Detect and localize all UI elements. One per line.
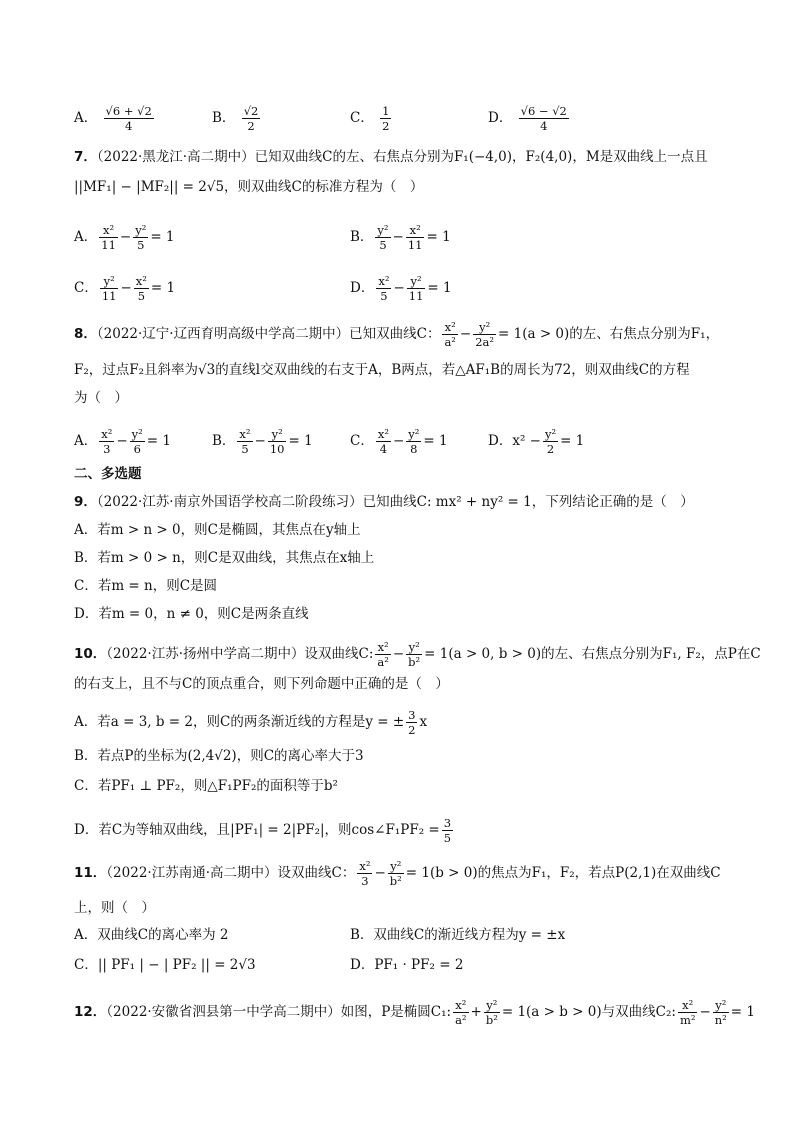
fraction-part: x² (442, 320, 457, 335)
fraction-part: √6 − √2 (520, 104, 567, 118)
q11-option-d[interactable]: D．PF₁ · PF₂ = 2 (350, 957, 464, 973)
q8-option-c[interactable] (350, 427, 448, 456)
text-segment: 10． (74, 646, 107, 662)
q7-option-d[interactable] (350, 274, 452, 303)
q11-option-b[interactable]: B．双曲线C的渐近线方程为y = ±x (350, 927, 566, 943)
text-segment: = 1(b > 0) (405, 865, 478, 881)
fraction-part: 5 (380, 289, 388, 303)
text-segment: − (116, 433, 128, 449)
question-stem (74, 320, 719, 349)
fraction-part: 4 (540, 119, 548, 133)
text-segment: 设双曲线C： (277, 865, 356, 881)
q6-option-d[interactable] (488, 104, 571, 133)
question-stem (74, 998, 755, 1027)
text-segment: − (699, 1004, 711, 1020)
text-segment: = 1 (560, 433, 585, 449)
text-segment: 9． (74, 494, 97, 510)
text-segment: C． (350, 433, 374, 449)
q10-option-b[interactable]: B．若点P的坐标为(2,4√2)，则C的离心率大于3 (74, 748, 364, 764)
text-segment: − (392, 229, 404, 245)
text-segment: （2022·江苏·南京外国语学校高二阶段练习） (96, 494, 363, 510)
text-segment: （2022·江苏·扬州中学高二期中） (106, 646, 305, 662)
fraction (406, 640, 422, 669)
fraction-part: y² (388, 859, 404, 874)
text-segment: x (419, 714, 428, 730)
fraction-part: b² (408, 655, 421, 669)
fraction (519, 104, 569, 133)
text-segment: 如图，P是椭圆C₁: (340, 1004, 452, 1020)
text-segment: = 1 (146, 433, 171, 449)
question-stem-cont (74, 177, 423, 197)
text-segment: = 1 (427, 280, 452, 296)
q7-option-c[interactable] (74, 274, 175, 303)
fraction-part: 5 (137, 238, 145, 252)
text-segment: = 1 (150, 229, 175, 245)
fraction-part: 3 (443, 816, 452, 830)
text-segment: = 1(a > 0, b > 0) (424, 646, 542, 662)
fraction-part: y² (408, 427, 420, 441)
text-segment: − (393, 280, 405, 296)
text-segment: （2022·江苏南通·高二期中） (106, 865, 278, 881)
fraction-part: y² (484, 998, 500, 1013)
fraction (407, 274, 426, 303)
text-segment: （2022·安徽省泗县第一中学高二期中） (106, 1004, 341, 1020)
fraction (376, 274, 391, 303)
fraction-part: y² (473, 320, 496, 335)
fraction (406, 223, 425, 252)
fraction-part: 2 (546, 442, 555, 456)
fraction (237, 427, 252, 456)
text-segment: D．若C为等轴双曲线，且|PF₁| = 2|PF₂|，则cos∠F₁PF₂ = (74, 822, 440, 838)
fraction-part: y² (100, 274, 119, 289)
text-segment: 12． (74, 1004, 107, 1020)
fraction-part: y² (377, 223, 389, 237)
text-segment: D． (488, 110, 513, 126)
fraction-part: x² (99, 223, 118, 238)
q10-option-a[interactable] (74, 708, 427, 737)
fraction-part: 5 (379, 238, 387, 252)
fraction-part: y² (131, 427, 143, 441)
fraction (130, 427, 145, 456)
fraction (99, 427, 114, 456)
fraction-part: x² (378, 274, 390, 288)
text-segment: 已知曲线C: mx² + ny² = 1，下列结论正确的是（ ） (362, 494, 694, 510)
question-stem (74, 859, 721, 888)
text-segment: ||MF₁| − |MF₂|| = 2√5，则双曲线C的标准方程为（ ） (74, 179, 424, 195)
fraction (242, 104, 261, 133)
fraction-part: √2 (243, 104, 259, 118)
question-stem-cont (74, 674, 449, 694)
text-segment: A． (74, 229, 98, 245)
text-segment: 为（ ） (74, 390, 128, 406)
fraction-part: y² (406, 640, 422, 655)
text-segment: 上，则（ ） (74, 900, 155, 916)
fraction-part: b² (485, 1013, 498, 1027)
fraction (406, 427, 421, 456)
fraction-part: 5 (241, 442, 249, 456)
q11-option-a[interactable]: A．双曲线C的离心率为 2 (74, 927, 229, 943)
q10-option-c[interactable]: C．若PF₁ ⊥ PF₂，则△F₁PF₂的面积等于b² (74, 778, 338, 794)
fraction (100, 274, 119, 303)
question-stem-cont (74, 360, 690, 380)
q6-option-b[interactable] (212, 104, 262, 133)
fraction (484, 998, 500, 1027)
text-segment: B． (212, 110, 236, 126)
fraction-part: 11 (101, 238, 116, 252)
fraction (376, 427, 391, 456)
text-segment: 的焦点为F₁，F₂，若点P(2,1)在双曲线C (477, 865, 721, 881)
q10-option-d[interactable] (74, 816, 455, 845)
fraction-part: a² (444, 335, 456, 349)
text-segment: − (119, 229, 132, 245)
fraction (375, 223, 390, 252)
text-segment: = 1 (730, 1004, 755, 1020)
fraction-part: 3 (361, 874, 369, 888)
fraction-part: y² (407, 274, 426, 289)
q6-option-a[interactable] (74, 104, 156, 133)
q7-option-a[interactable] (74, 223, 175, 252)
text-segment: − (459, 326, 472, 342)
text-segment: = 1(a > b > 0) (501, 1004, 602, 1020)
text-segment: + (470, 1004, 482, 1020)
fraction (99, 223, 118, 252)
fraction-part: 4 (125, 119, 133, 133)
text-segment: = 1 (288, 433, 313, 449)
fraction-part: a² (455, 1013, 467, 1027)
text-segment: 的左、右焦点分别为F₁， (569, 326, 720, 342)
fraction-part: 10 (269, 442, 285, 456)
fraction-part: 11 (407, 238, 423, 252)
q9-option-a[interactable]: A．若m > n > 0，则C是椭圆，其焦点在y轴上 (74, 522, 361, 538)
text-segment: − (392, 646, 405, 662)
fraction (453, 998, 468, 1027)
fraction-part: 11 (101, 289, 117, 303)
fraction-part: 11 (408, 289, 424, 303)
question-stem (74, 492, 694, 512)
q9-option-d[interactable]: D．若m = 0，n ≠ 0，则C是两条直线 (74, 606, 309, 622)
text-segment: = 1 (426, 229, 451, 245)
text-segment: 的左、右焦点分别为F₁, F₂，点P在C (541, 646, 761, 662)
q11-option-c[interactable]: C．|| PF₁ | − | PF₂ || = 2√3 (74, 957, 256, 973)
text-segment: − (254, 433, 266, 449)
fraction (388, 859, 404, 888)
q9-option-b[interactable]: B．若m > 0 > n，则C是双曲线，其焦点在x轴上 (74, 550, 375, 566)
question-stem (74, 147, 708, 167)
text-segment: 已知双曲线C的左、右焦点分别为F₁(−4,0)，F₂(4,0)，M是双曲线上一点且 (254, 149, 708, 165)
fraction-part: x² (406, 223, 425, 238)
fraction (442, 816, 453, 845)
text-segment: x² − (512, 433, 541, 449)
fraction-part: m² (679, 1013, 696, 1027)
text-segment: （2022·辽宁·辽西育明高级中学高二期中） (96, 326, 350, 342)
fraction-part: a² (377, 655, 389, 669)
fraction (357, 859, 372, 888)
fraction (375, 640, 390, 669)
text-segment: A． (74, 110, 98, 126)
fraction-part: 2 (247, 119, 255, 133)
fraction-part: 4 (379, 442, 388, 456)
text-segment: A．若a = 3, b = 2，则C的两条渐近线的方程是y = ± (74, 714, 405, 730)
text-segment: C． (74, 280, 98, 296)
fraction (442, 320, 457, 349)
q8-option-a[interactable] (74, 427, 171, 456)
fraction-part: 3 (103, 442, 111, 456)
text-segment: − (392, 433, 405, 449)
fraction-part: x² (377, 427, 389, 441)
text-segment: = 1 (150, 280, 176, 296)
fraction-part: 2 (382, 119, 390, 133)
fraction-part: x² (678, 998, 698, 1013)
question-stem-cont (74, 898, 155, 918)
text-segment: 11． (74, 865, 107, 881)
fraction (104, 104, 154, 133)
fraction-part: 8 (410, 442, 418, 456)
fraction-part: y² (544, 427, 557, 441)
text-segment: 7． (74, 149, 97, 165)
text-segment: 的右支上，且不与C的顶点重合，则下列命题中正确的是（ ） (74, 676, 449, 692)
text-segment: C． (350, 110, 374, 126)
q8-option-b[interactable] (212, 427, 313, 456)
text-segment: B． (350, 229, 374, 245)
text-segment: 设双曲线C: (304, 646, 374, 662)
fraction-part: x² (135, 274, 147, 288)
text-segment: （2022·黑龙江·高二期中） (96, 149, 255, 165)
fraction-part: 5 (443, 831, 452, 845)
fraction-part: b² (389, 874, 402, 888)
question-stem-cont (74, 388, 128, 408)
fraction (380, 104, 391, 133)
fraction-part: 1 (382, 104, 390, 118)
fraction (713, 998, 729, 1027)
fraction-part: x² (375, 640, 390, 655)
fraction-part: y² (268, 427, 287, 442)
fraction (268, 427, 287, 456)
fraction-part: x² (239, 427, 251, 441)
fraction-part: 2 (408, 723, 416, 737)
q7-option-b[interactable] (350, 223, 451, 252)
fraction-part: y² (713, 998, 729, 1013)
fraction (406, 708, 417, 737)
text-segment: − (120, 280, 132, 296)
fraction (133, 223, 148, 252)
fraction-part: x² (453, 998, 468, 1013)
fraction-part: x² (359, 859, 371, 873)
text-segment: = 1 (423, 433, 448, 449)
text-segment: D． (350, 280, 375, 296)
section-title: 二、多选题 (74, 466, 142, 482)
text-segment: F₂，过点F₂且斜率为√3的直线l交双曲线的右支于A，B两点，若△AF₁B的周长为72，则双曲线C的方程 (74, 362, 690, 378)
text-segment: 8． (74, 326, 97, 342)
text-segment: A． (74, 433, 98, 449)
question-stem (74, 640, 761, 669)
fraction-part: y² (135, 223, 147, 237)
fraction (543, 427, 558, 456)
q9-option-c[interactable]: C．若m = n，则C是圆 (74, 578, 218, 594)
fraction-part: √6 + √2 (105, 104, 152, 118)
text-segment: = 1(a > 0) (498, 326, 570, 342)
text-segment: − (374, 865, 386, 881)
text-segment: B． (212, 433, 236, 449)
fraction-part: 3 (408, 708, 416, 722)
fraction (473, 320, 496, 349)
fraction-part: 6 (133, 442, 141, 456)
fraction (678, 998, 698, 1027)
fraction (134, 274, 149, 303)
text-segment: 已知双曲线C： (349, 326, 441, 342)
fraction-part: n² (714, 1013, 727, 1027)
text-segment: 与双曲线C₂: (601, 1004, 676, 1020)
text-segment: D． (488, 433, 513, 449)
q8-option-d[interactable] (488, 427, 584, 456)
fraction-part: 5 (137, 289, 146, 303)
fraction-part: x² (101, 427, 113, 441)
q6-option-c[interactable] (350, 104, 393, 133)
fraction-part: 2a² (475, 335, 495, 349)
